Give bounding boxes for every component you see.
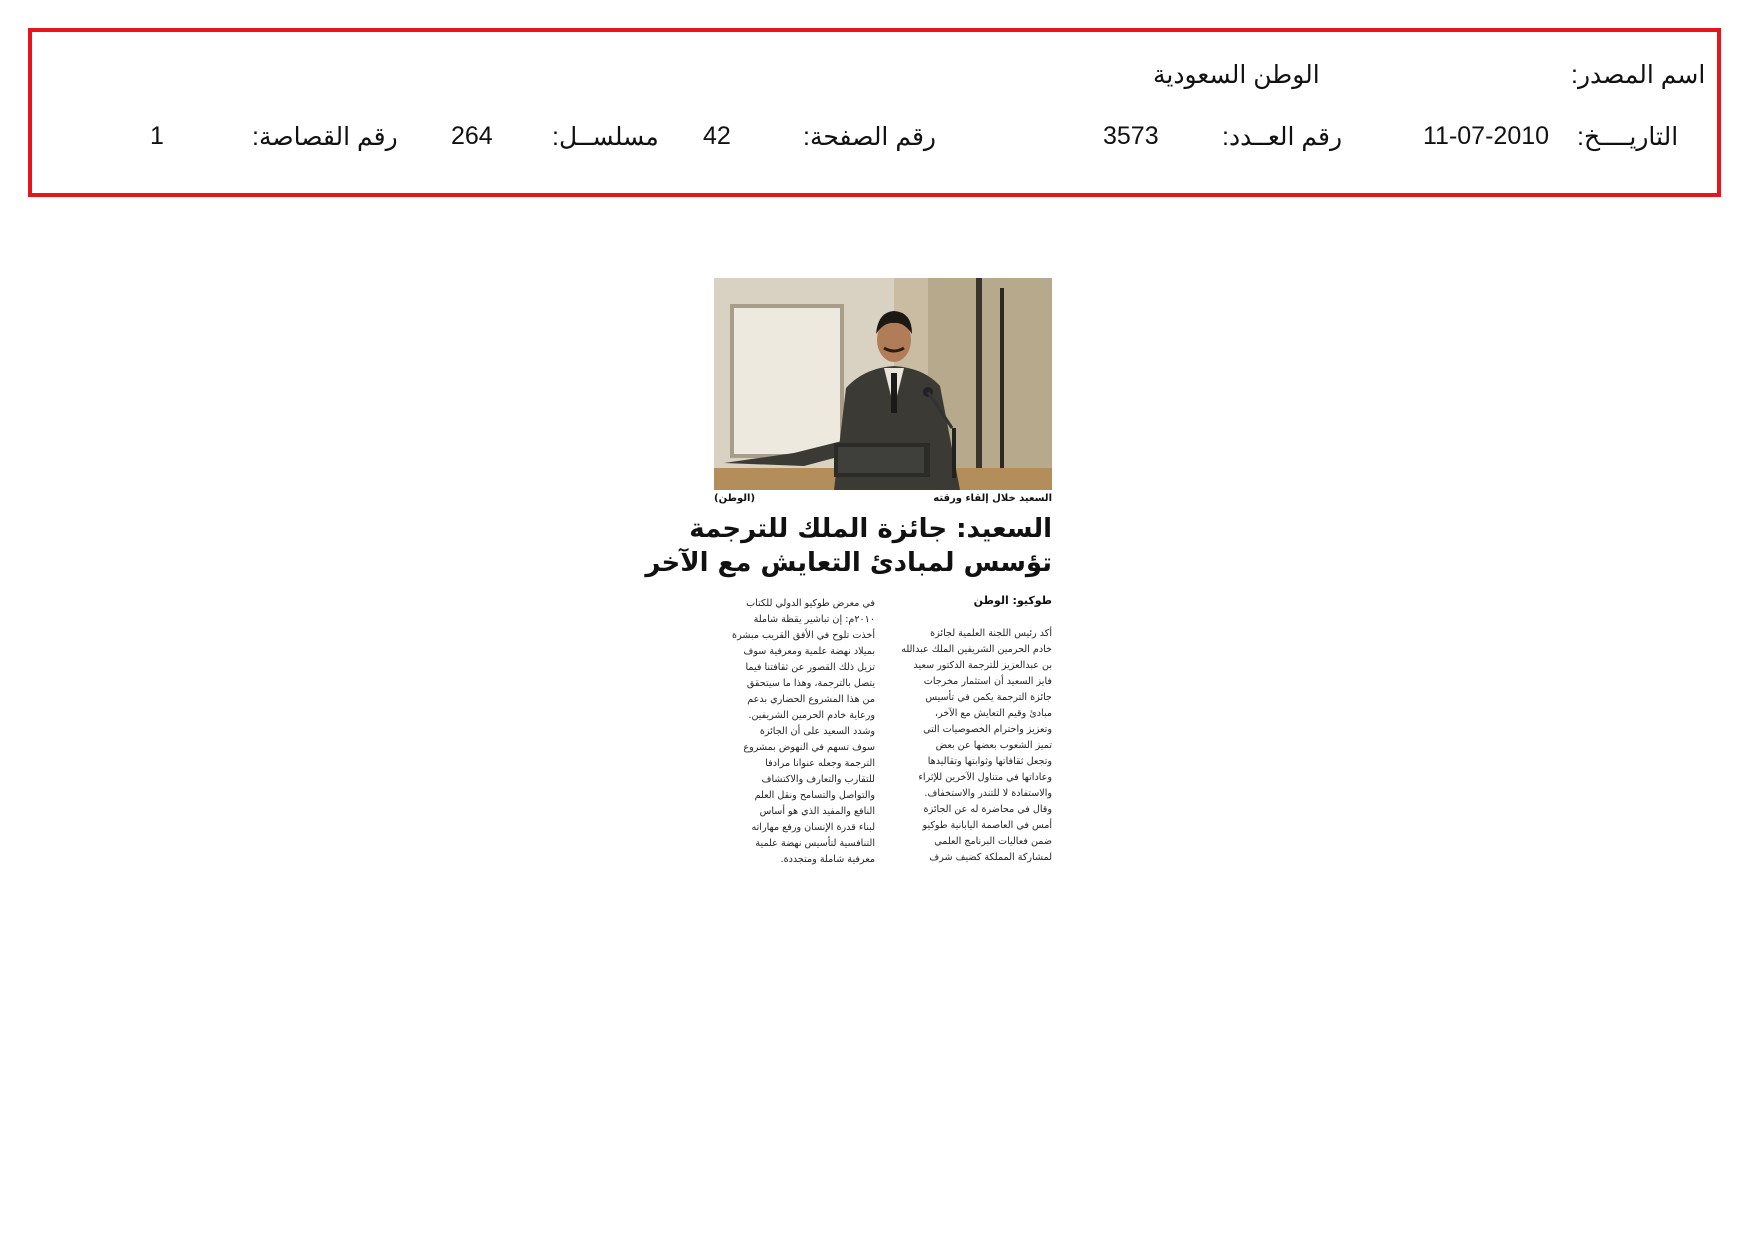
column-line: من هذا المشروع الحضاري بدعم	[747, 694, 875, 705]
serial-label: مسلســل:	[552, 123, 659, 151]
column-line: النافع والمفيد الذي هو أساس	[759, 806, 875, 817]
column-line: خادم الحرمين الشريفين الملك عبدالله	[901, 644, 1052, 655]
column-line: جائزة الترجمة يكمن في تأسيس	[925, 692, 1052, 703]
clip-label: رقم القصاصة:	[252, 123, 398, 151]
column-line: ضمن فعاليات البرنامج العلمي	[934, 836, 1052, 847]
article-headline	[645, 512, 1052, 580]
column-line: تزيل ذلك القصور عن ثقافتنا فيما	[745, 662, 875, 673]
column-line: الترجمة وجعله عنوانا مرادفا	[765, 758, 875, 769]
article-byline: طوكيو: الوطن	[973, 594, 1052, 607]
headline-line: السعيد: جائزة الملك للترجمة	[689, 514, 1052, 544]
column-line: أكد رئيس اللجنة العلمية لجائزة	[930, 628, 1052, 639]
photo-credit: (الوطن)	[714, 493, 756, 504]
column-line: وشدد السعيد على أن الجائزة	[759, 726, 875, 737]
column-line: وتعزيز واحترام الخصوصيات التي	[923, 724, 1052, 735]
issue-label: رقم العــدد:	[1222, 123, 1343, 151]
column-line: لمشاركة المملكة كضيف شرف	[929, 852, 1052, 863]
source-label: اسم المصدر:	[1571, 61, 1706, 89]
column-line: بميلاد نهضة علمية ومعرفية سوف	[743, 646, 875, 657]
date-label: التاريــــخ:	[1577, 123, 1679, 151]
photo-caption: السعيد خلال إلقاء ورقته	[933, 493, 1052, 504]
issue-value: 3573	[1103, 122, 1159, 150]
column-line: والاستفادة لا للتندر والاستخفاف.	[924, 788, 1052, 799]
article-column-left	[715, 596, 875, 868]
date-value: 11-07-2010	[1423, 122, 1550, 150]
column-line: لبناء قدرة الإنسان ورفع مهاراته	[751, 822, 875, 833]
column-line: في معرض طوكيو الدولي للكتاب	[746, 598, 875, 609]
column-line: ٢٠١٠م: إن تباشير يقظة شاملة	[753, 614, 875, 625]
column-line: بن عبدالعزيز للترجمة الدكتور سعيد	[913, 660, 1052, 671]
source-value: الوطن السعودية	[1153, 61, 1320, 89]
photo-caption-row	[714, 493, 1052, 509]
speaker-illustration	[714, 278, 1052, 490]
column-line: وقال في محاضرة له عن الجائزة	[923, 804, 1052, 815]
serial-value: 264	[451, 122, 493, 150]
column-line: معرفية شاملة ومتجددة.	[780, 854, 875, 865]
column-line: سوف تسهم في النهوض بمشروع	[743, 742, 875, 753]
column-line: وتجعل ثقافاتها وثوابتها وتقاليدها	[927, 756, 1052, 767]
headline-line: تؤسس لمبادئ التعايش مع الآخر	[645, 548, 1052, 578]
column-line: يتصل بالترجمة، وهذا ما سيتحقق	[746, 678, 875, 689]
newspaper-clipping	[645, 278, 1052, 868]
page-label: رقم الصفحة:	[803, 123, 936, 151]
page-value: 42	[703, 122, 731, 150]
column-line: أمس في العاصمة اليابانية طوكيو	[922, 820, 1052, 831]
column-line: للتقارب والتعارف والاكتشاف	[761, 774, 875, 785]
clipping-header-box	[28, 28, 1721, 197]
clip-value: 1	[150, 122, 164, 150]
column-line: أخذت تلوح في الأفق القريب مبشرة	[732, 630, 875, 641]
column-line: تميز الشعوب بعضها عن بعض	[935, 740, 1052, 751]
column-line: فايز السعيد أن استثمار مخرجات	[923, 676, 1052, 687]
column-line: مبادئ وقيم التعايش مع الآخر،	[934, 708, 1052, 719]
column-line: والتواصل والتسامح ونقل العلم	[754, 790, 875, 801]
column-line: وعاداتها في متناول الآخرين للإثراء	[918, 772, 1052, 783]
column-line: التنافسية لتأسيس نهضة علمية	[755, 838, 875, 849]
article-column-right	[887, 626, 1052, 866]
speaker-photo	[714, 278, 1052, 490]
column-line: ورعاية خادم الحرمين الشريفين.	[748, 710, 875, 721]
